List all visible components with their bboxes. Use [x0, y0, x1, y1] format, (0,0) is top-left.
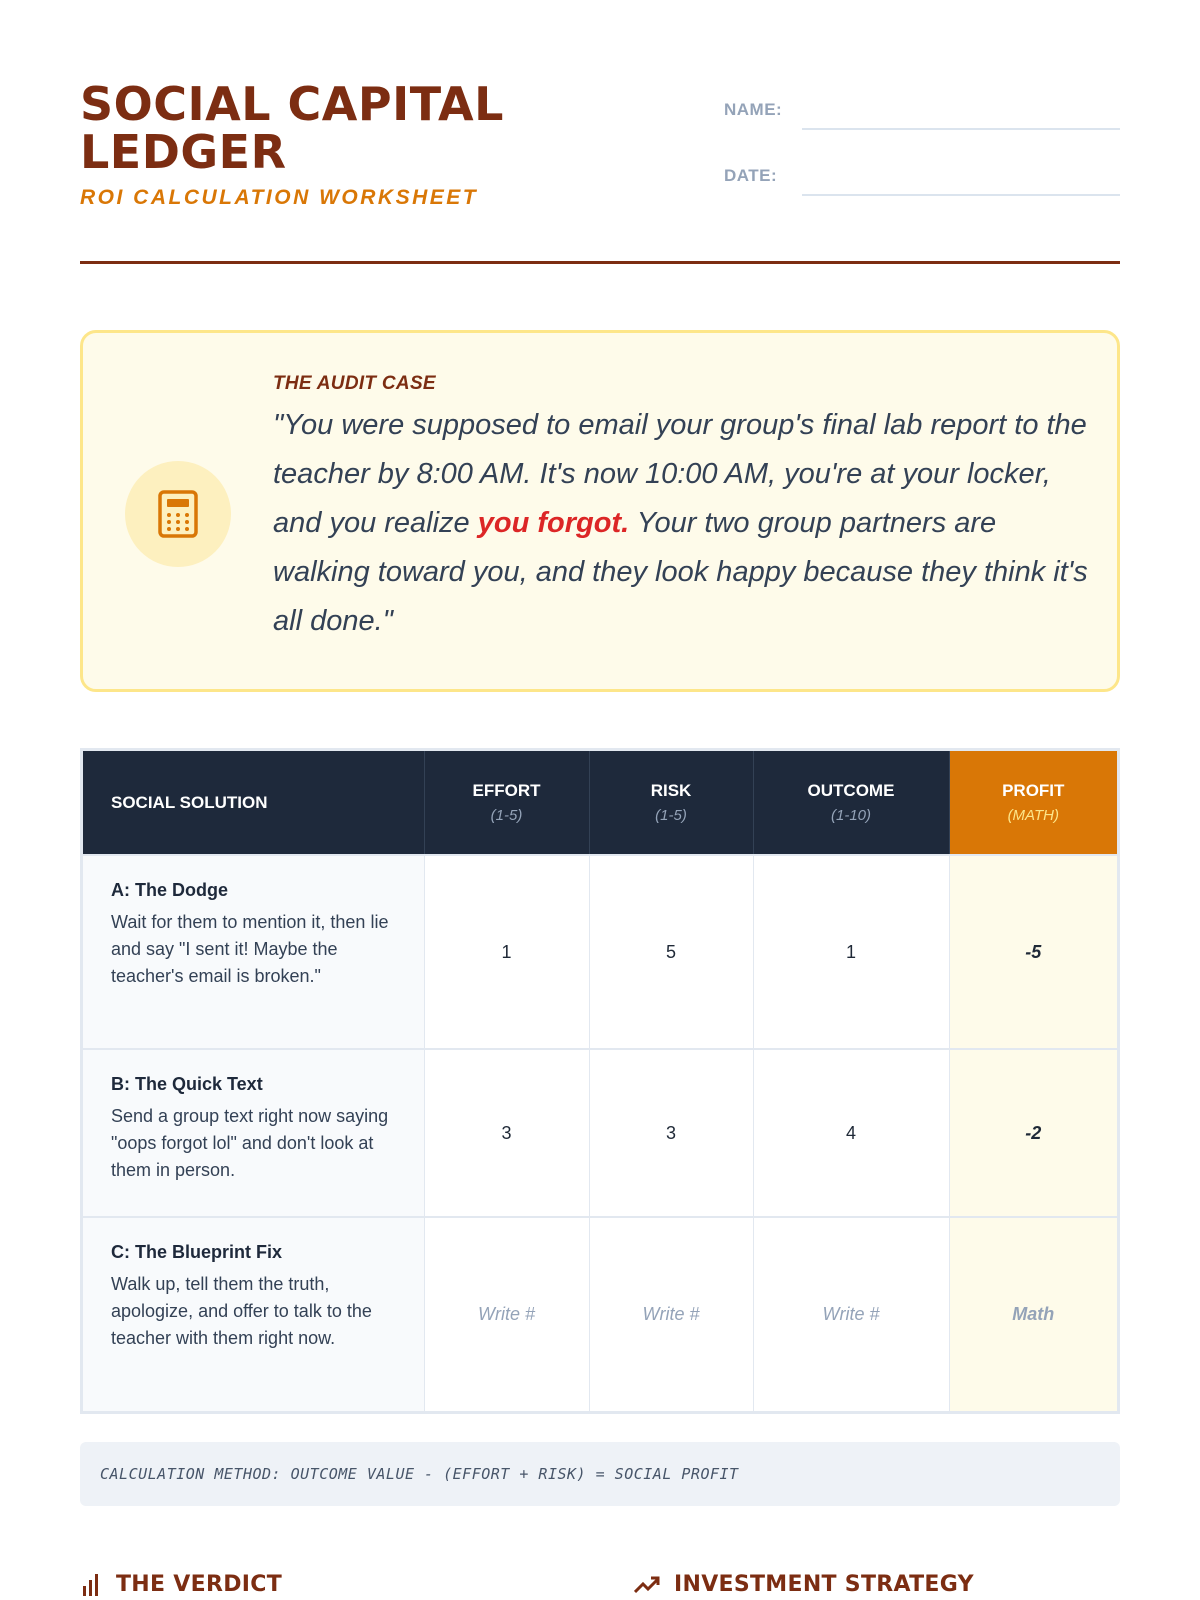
strategy-heading [634, 1572, 974, 1597]
audit-case-label: THE AUDIT CASE [273, 373, 436, 394]
profit-cell: -5 [949, 855, 1117, 1049]
solution-title: B: The Quick Text [111, 1074, 263, 1094]
name-field-row [724, 90, 1120, 130]
solution-desc: Walk up, tell them the truth, apologize, and offer to talk to the teacher with them right now. [111, 1274, 372, 1348]
solution-title: C: The Blueprint Fix [111, 1242, 282, 1262]
risk-input[interactable]: Write # [589, 1217, 753, 1411]
name-label: NAME: [724, 100, 783, 119]
name-field[interactable] [802, 90, 1120, 130]
outcome-range: (1-10) [830, 807, 871, 824]
risk-cell: 5 [589, 855, 753, 1049]
trending-up-icon [634, 1575, 660, 1595]
quote-text-start: "You were supposed to email your group's final lab report to the teacher by 8:00 AM. It's now 10:00 AM, you're at your locker, and you realize [273, 409, 1087, 539]
header-effort: EFFORT (1-5) [424, 751, 589, 855]
solution-desc: Wait for them to mention it, then lie and say "I sent it! Maybe the teacher's email is broken." [111, 912, 389, 986]
header-profit: PROFIT (MATH) [949, 751, 1117, 855]
audit-case-content [273, 373, 1093, 646]
audit-case-box [80, 330, 1120, 692]
quote-highlight: you forgot. [477, 507, 630, 539]
profit-cell: -2 [949, 1049, 1117, 1217]
solution-title: A: The Dodge [111, 880, 228, 900]
quote-text-end: Your two group partners are walking toward you, and they look happy because they think it's all done." [273, 507, 1088, 637]
date-field-row [724, 156, 1120, 196]
calculator-icon [158, 490, 198, 538]
verdict-title: THE VERDICT [116, 1572, 283, 1597]
worksheet-header [80, 77, 1120, 264]
risk-cell: 3 [589, 1049, 753, 1217]
table-row [83, 1049, 1117, 1217]
profit-input[interactable]: Math [949, 1217, 1117, 1411]
profit-sub: (MATH) [1007, 807, 1059, 824]
page-subtitle: ROI CALCULATION WORKSHEET [80, 186, 479, 209]
table-row [83, 1217, 1117, 1411]
calculator-icon-badge [125, 461, 231, 567]
table-row [83, 855, 1117, 1049]
outcome-cell: 1 [753, 855, 949, 1049]
page-title: SOCIAL CAPITAL LEDGER [80, 77, 504, 179]
outcome-input[interactable]: Write # [753, 1217, 949, 1411]
effort-input[interactable]: Write # [424, 1217, 589, 1411]
effort-range: (1-5) [490, 807, 523, 824]
solution-cell [83, 855, 424, 1049]
header-risk: RISK (1-5) [589, 751, 753, 855]
effort-cell: 1 [424, 855, 589, 1049]
student-fields [724, 90, 1120, 222]
table-header-row [83, 751, 1117, 855]
outcome-cell: 4 [753, 1049, 949, 1217]
roi-table [80, 748, 1120, 1414]
header-outcome: OUTCOME (1-10) [753, 751, 949, 855]
calculation-method: CALCULATION METHOD: OUTCOME VALUE - (EFFORT + RISK) = SOCIAL PROFIT [80, 1442, 1120, 1506]
effort-cell: 3 [424, 1049, 589, 1217]
verdict-heading [80, 1572, 282, 1597]
date-label: DATE: [724, 166, 778, 185]
date-field[interactable] [802, 156, 1120, 196]
strategy-title: INVESTMENT STRATEGY [674, 1572, 974, 1597]
solution-desc: Send a group text right now saying "oops forgot lol" and don't look at them in person. [111, 1106, 389, 1180]
header-solution: SOCIAL SOLUTION [83, 751, 424, 855]
bar-chart-icon [80, 1574, 102, 1596]
solution-cell [83, 1217, 424, 1411]
risk-range: (1-5) [655, 807, 687, 824]
solution-cell [83, 1049, 424, 1217]
audit-case-quote [273, 401, 1093, 646]
